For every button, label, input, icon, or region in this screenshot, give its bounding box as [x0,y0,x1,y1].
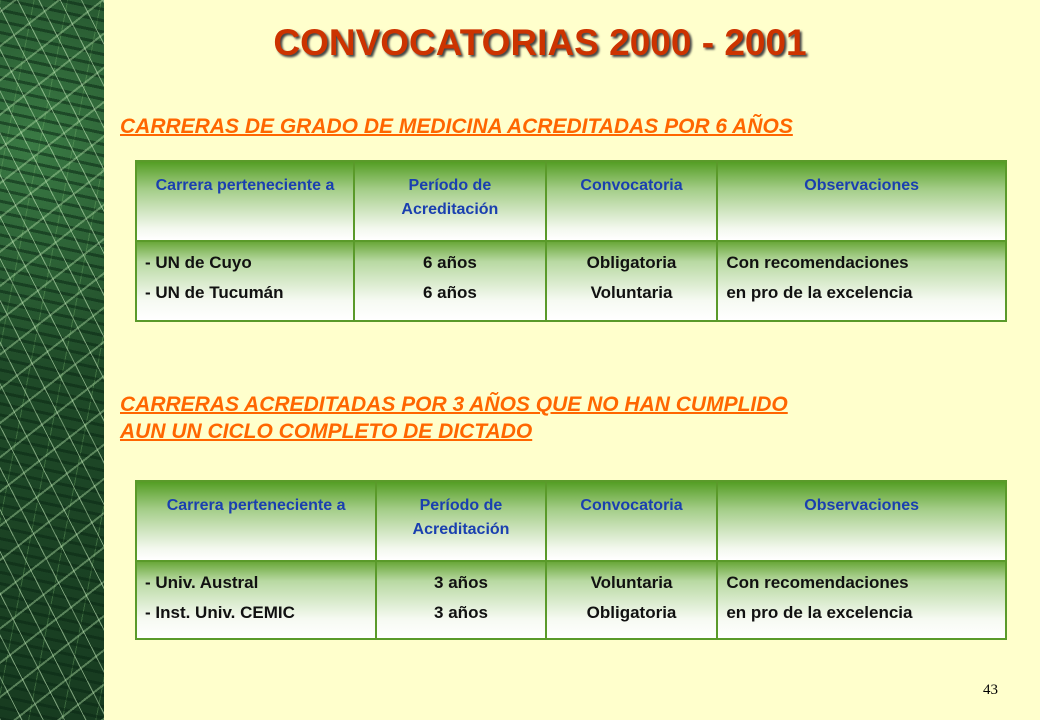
header-observaciones: Observaciones [717,161,1006,241]
carrera-1: - UN de Cuyo [145,253,252,272]
table-6-anos [135,160,1007,322]
header-carrera: Carrera perteneciente a [136,481,376,561]
header-convocatoria: Convocatoria [546,481,718,561]
header-observaciones: Observaciones [717,481,1006,561]
convocatoria-1: Obligatoria [586,253,677,272]
cell-carreras [136,561,376,639]
section1-heading: CARRERAS DE GRADO DE MEDICINA ACREDITADAS POR 6 AÑOS [120,115,793,138]
table-3-anos [135,480,1007,640]
cell-carreras [136,241,354,321]
carrera-1: - Univ. Austral [145,573,259,592]
observacion-line-1: Con recomendaciones [726,253,909,272]
cell-observaciones [717,561,1006,639]
periodo-1: 6 años [422,253,477,272]
periodo-1: 3 años [434,573,488,592]
section2-heading-line2: AUN UN CICLO COMPLETO DE DICTADO [120,420,533,443]
section2-heading-line1: CARRERAS ACREDITADAS POR 3 AÑOS QUE NO HAN CUMPLIDO [120,393,788,416]
convocatoria-2: Voluntaria [590,283,673,302]
periodo-2: 3 años [434,603,488,622]
convocatoria-1: Voluntaria [590,573,673,592]
observacion-line-2: en pro de la excelencia [726,603,913,622]
cell-convocatorias [546,561,718,639]
table-row [136,241,1006,321]
header-periodo: Período de Acreditación [354,161,546,241]
page-number: 43 [983,682,998,698]
observacion-line-1: Con recomendaciones [726,573,909,592]
decorative-marble-sidebar [0,0,104,720]
slide-title: CONVOCATORIAS 2000 - 2001 [273,22,807,63]
header-convocatoria: Convocatoria [546,161,718,241]
section2-heading [120,391,788,445]
convocatoria-2: Obligatoria [586,603,677,622]
header-periodo: Período de Acreditación [376,481,546,561]
cell-observaciones [717,241,1006,321]
table-row [136,561,1006,639]
table-header-row [136,481,1006,561]
cell-convocatorias [546,241,718,321]
cell-periodos [376,561,546,639]
header-carrera: Carrera perteneciente a [136,161,354,241]
carrera-2: - Inst. Univ. CEMIC [145,603,295,622]
cell-periodos [354,241,546,321]
carrera-2: - UN de Tucumán [145,283,284,302]
table-header-row [136,161,1006,241]
observacion-line-2: en pro de la excelencia [726,283,913,302]
periodo-2: 6 años [422,283,477,302]
